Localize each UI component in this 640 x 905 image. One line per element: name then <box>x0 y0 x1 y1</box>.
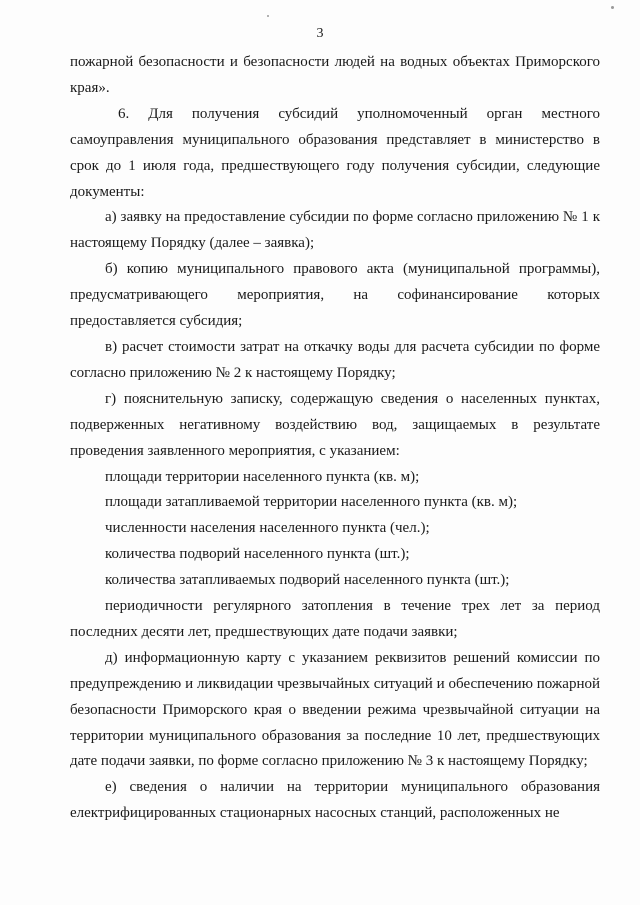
paragraph-continuation: пожарной безопасности и безопасности людей на водных объектах Приморского края». <box>70 54 600 96</box>
list-line-households: количества подворий населенного пункта (шт.); <box>105 546 410 563</box>
paragraph-subitem-d: д) информационную карту с указанием реквизитов решений комиссии по предупреждению и ликвидации чрезвычайных ситуаций и обеспечению пожарной безопасности Приморского края о введении режима чрезвычайной ситуации на территории муниципального образования за последние 10 лет, предшествующих дате подачи заявки, по форме согласно приложению № 3 к настоящему Порядку; <box>70 649 600 770</box>
list-line-territory-area: площади территории населенного пункта (кв. м); <box>105 468 420 485</box>
paragraph-subitem-e: е) сведения о наличии на территории муниципального образования електрифицированных стационарных насосных станций, расположенных не <box>70 779 600 822</box>
page-number: 3 <box>316 26 324 41</box>
scan-speck <box>267 15 269 17</box>
list-line-flooded-area: площади затапливаемой территории населенного пункта (кв. м); <box>105 494 518 511</box>
list-line-population: численности населения населенного пункта (чел.); <box>105 520 430 537</box>
paragraph-subitem-a: а) заявку на предоставление субсидии по форме согласно приложению № 1 к настоящему Порядку (далее – заявка); <box>70 209 600 252</box>
list-line-flooded-households: количества затапливаемых подворий населенного пункта (шт.); <box>105 572 510 589</box>
list-line-flood-frequency: периодичности регулярного затопления в течение трех лет за период последних десяти лет, предшествующих дате подачи заявки; <box>70 598 600 640</box>
paragraph-subitem-g: г) пояснительную записку, содержащую сведения о населенных пунктах, подверженных негативному воздействию вод, защищаемых в результате проведения заявленного мероприятия, с указанием: <box>70 390 600 459</box>
scan-speck <box>611 6 614 9</box>
paragraph-subitem-v: в) расчет стоимости затрат на откачку воды для расчета субсидии по форме согласно приложению № 2 к настоящему Порядку; <box>70 338 600 381</box>
document-body <box>70 50 600 827</box>
paragraph-subitem-b: б) копию муниципального правового акта (муниципальной программы), предусматривающего мероприятия, на софинансирование которых предоставляется субсидия; <box>70 261 600 330</box>
paragraph-item-6: 6. Для получения субсидий уполномоченный орган местного самоуправления муниципального образования представляет в министерство в срок до 1 июля года, предшествующего году получения субсидии, следующие документы: <box>70 105 600 200</box>
